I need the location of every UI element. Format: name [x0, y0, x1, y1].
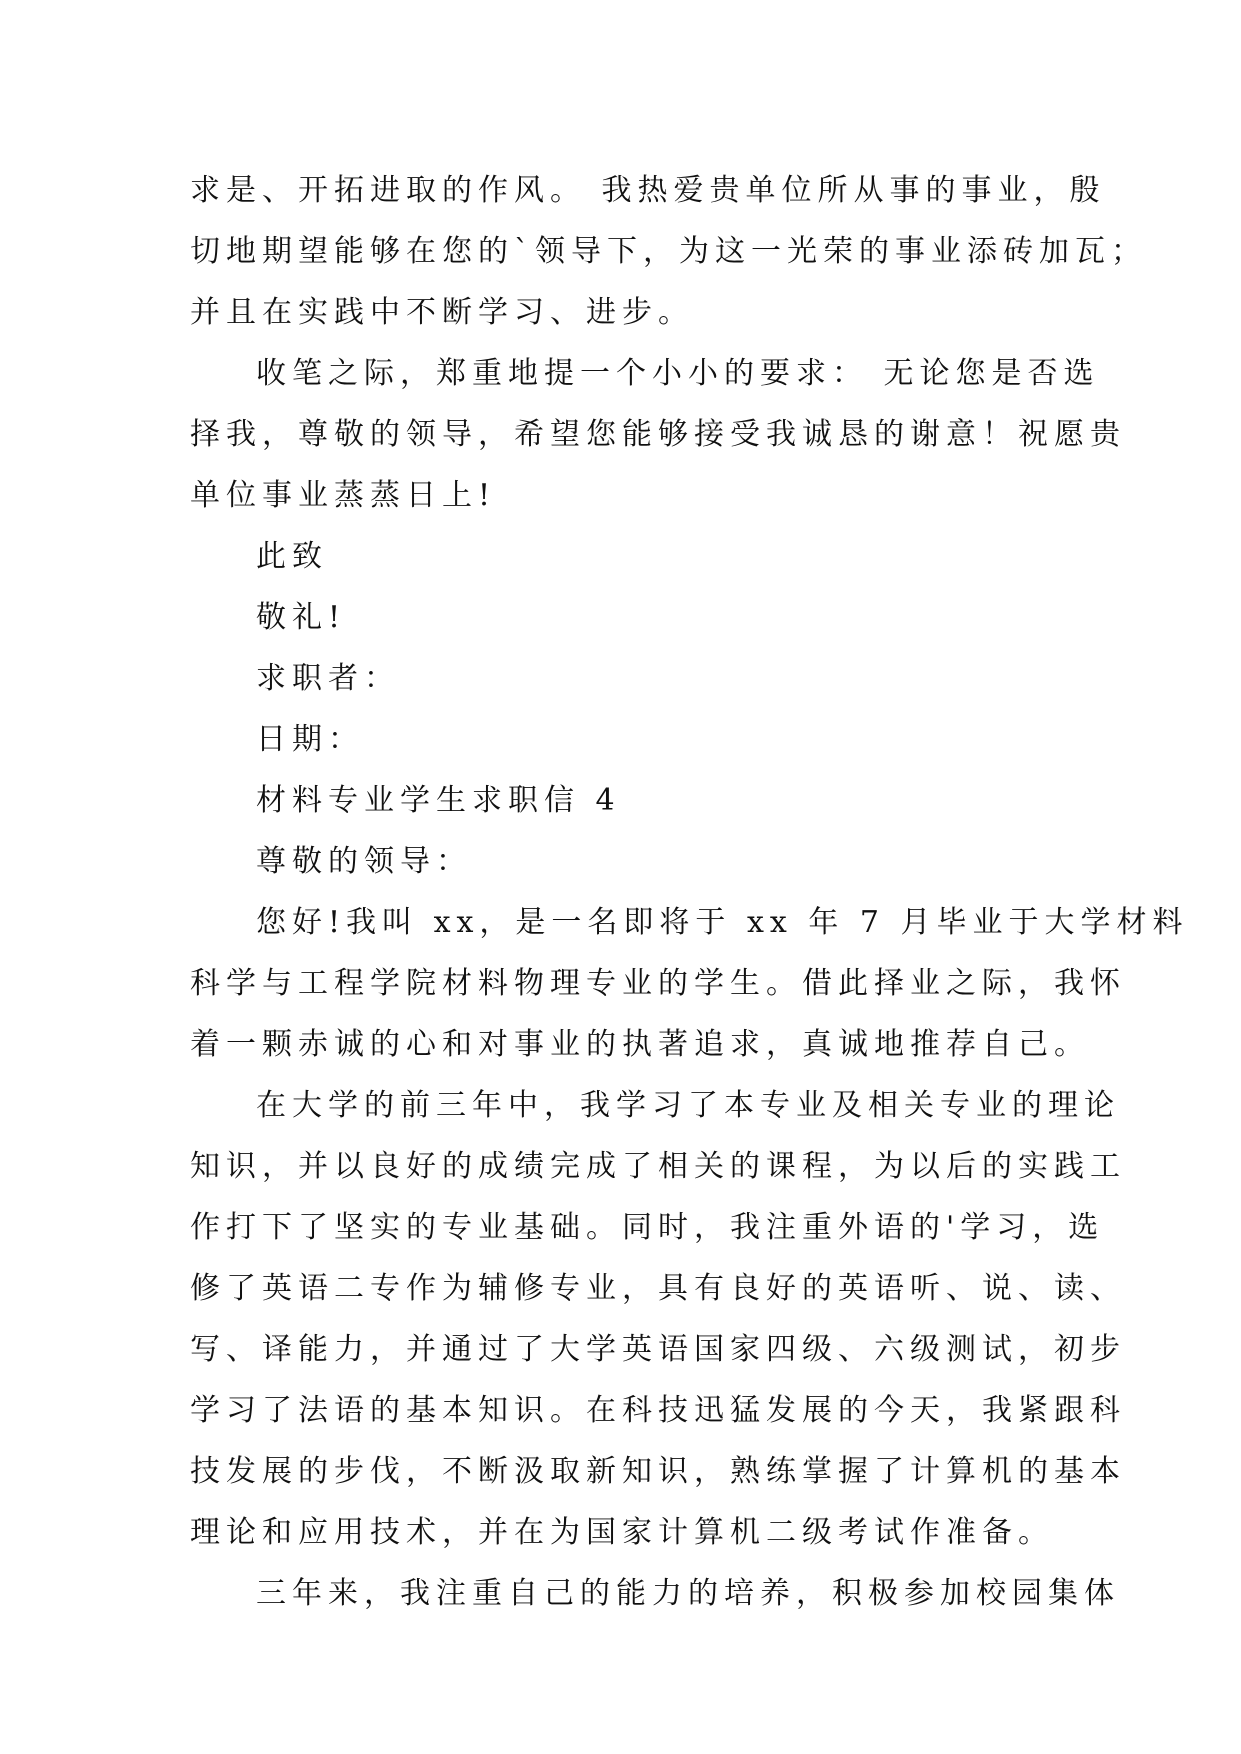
paragraph-first-line: 您好!我叫 xx，是一名即将于 xx 年 7 月毕业于大学材料: [256, 905, 1189, 940]
text-line: 着一颗赤诚的心和对事业的执著追求，真诚地推荐自己。: [190, 1027, 1090, 1062]
text-line: 求是、开拓进取的作风。 我热爱贵单位所从事的事业，殷: [190, 173, 1106, 208]
text-line: 切地期望能够在您的`领导下，为这一光荣的事业添砖加瓦；: [190, 234, 1147, 269]
text-line: 理论和应用技术，并在为国家计算机二级考试作准备。: [190, 1515, 1054, 1550]
paragraph-first-line: 收笔之际，郑重地提一个小小的要求： 无论您是否选: [256, 356, 1100, 391]
text-line: 科学与工程学院材料物理专业的学生。借此择业之际，我怀: [190, 966, 1126, 1001]
applicant-label: 求职者：: [256, 661, 400, 696]
closing-salutation: 此致: [256, 539, 328, 574]
date-label: 日期：: [256, 722, 364, 757]
greeting: 尊敬的领导：: [256, 844, 472, 879]
text-line: 学习了法语的基本知识。在科技迅猛发展的今天，我紧跟科: [190, 1393, 1126, 1428]
text-line: 作打下了坚实的专业基础。同时，我注重外语的'学习，选: [190, 1210, 1105, 1245]
text-line: 修了英语二专作为辅修专业，具有良好的英语听、说、读、: [190, 1271, 1126, 1306]
paragraph-first-line: 在大学的前三年中，我学习了本专业及相关专业的理论: [256, 1088, 1120, 1123]
text-line: 并且在实践中不断学习、进步。: [190, 295, 694, 330]
text-line: 择我，尊敬的领导，希望您能够接受我诚恳的谢意！祝愿贵: [190, 417, 1126, 452]
text-line: 知识，并以良好的成绩完成了相关的课程，为以后的实践工: [190, 1149, 1126, 1184]
paragraph-first-line: 三年来，我注重自己的能力的培养，积极参加校园集体: [256, 1576, 1120, 1611]
text-line: 写、译能力，并通过了大学英语国家四级、六级测试，初步: [190, 1332, 1126, 1367]
text-line: 技发展的步伐，不断汲取新知识，熟练掌握了计算机的基本: [190, 1454, 1126, 1489]
closing-regards: 敬礼!: [256, 600, 347, 635]
section-title: 材料专业学生求职信 4: [256, 783, 621, 818]
letter-body: [190, 160, 1189, 1624]
text-line: 单位事业蒸蒸日上!: [190, 478, 497, 513]
